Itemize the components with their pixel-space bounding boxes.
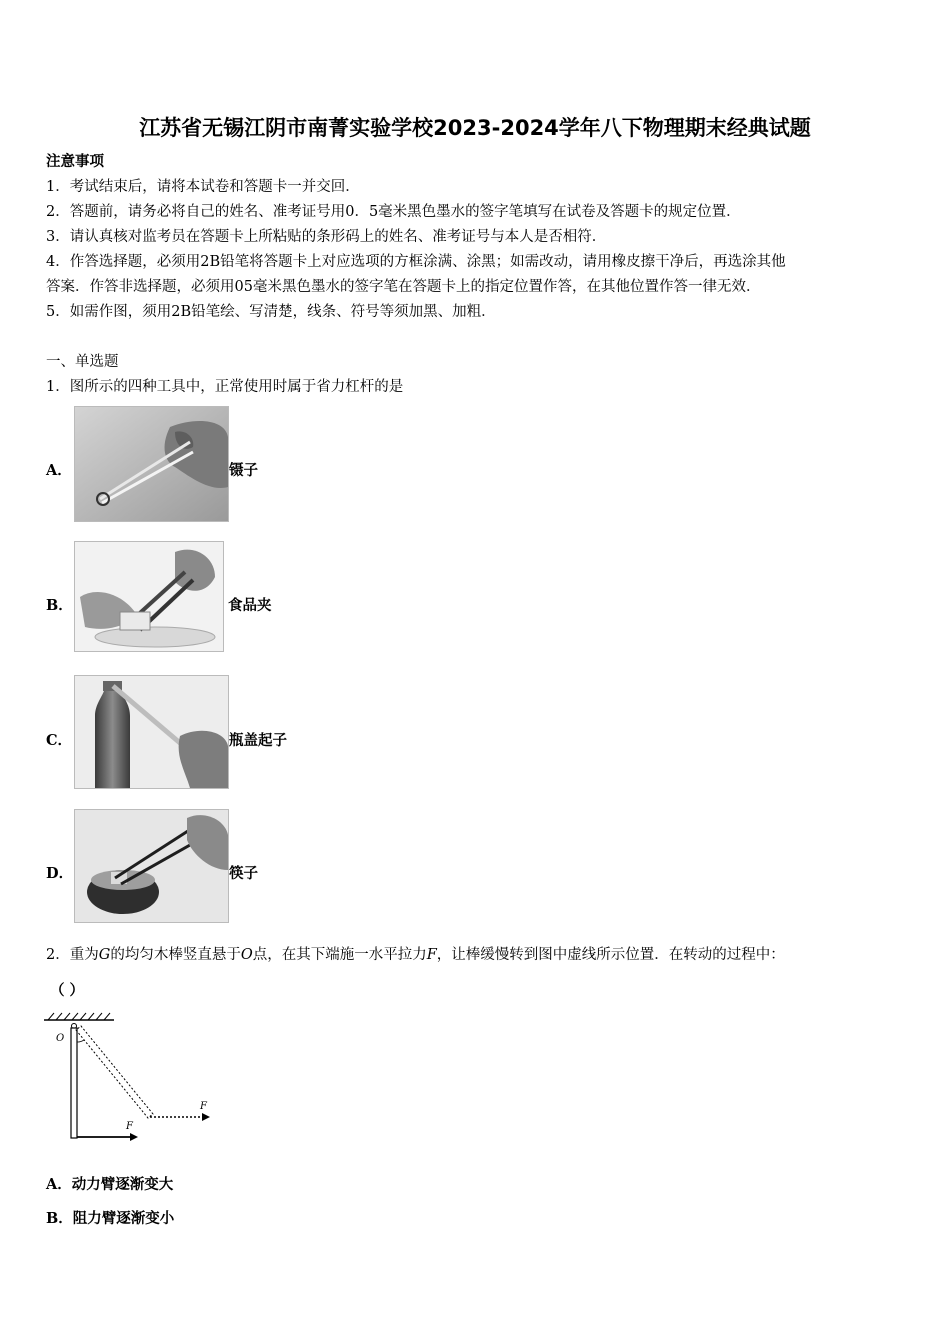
angle-arc bbox=[77, 1040, 84, 1042]
q2-var-f: F bbox=[426, 947, 437, 963]
notice-heading: 注意事项 bbox=[46, 153, 104, 170]
question-1-stem: 1．图所示的四种工具中，正常使用时属于省力杠杆的是 bbox=[46, 379, 404, 395]
question-2-stem bbox=[46, 946, 785, 964]
q2-option-b-text: 阻力臂逐渐变小 bbox=[72, 1210, 175, 1227]
pivot-label: O bbox=[56, 1033, 65, 1044]
dashed-force-arrow bbox=[202, 1113, 210, 1121]
ceiling-hatch bbox=[48, 1013, 110, 1020]
option-d-label: D． bbox=[46, 865, 74, 882]
food-clip-photo bbox=[74, 541, 224, 652]
bottle-opener-photo bbox=[74, 675, 229, 789]
q2-option-b-label: B． bbox=[46, 1210, 73, 1227]
notice-item: 1．考试结束后，请将本试卷和答题卡一并交回． bbox=[46, 179, 360, 195]
option-a-text: 镊子 bbox=[229, 462, 258, 479]
dashed-force-label: F bbox=[200, 1101, 207, 1112]
notice-item: 5．如需作图，须用2B铅笔绘、写清楚，线条、符号等须加黑、加粗． bbox=[46, 304, 496, 320]
option-b-text: 食品夹 bbox=[228, 597, 272, 614]
lever-diagram bbox=[42, 1008, 217, 1143]
solid-force-arrow bbox=[130, 1133, 138, 1141]
q2-option-a-text: 动力臂逐渐变大 bbox=[71, 1176, 174, 1193]
option-c-label: C． bbox=[46, 732, 73, 749]
option-b-label: B． bbox=[46, 597, 73, 614]
section-heading: 一、单选题 bbox=[46, 354, 119, 370]
option-a-label: A． bbox=[46, 462, 72, 479]
q2-stem-part: 点，在其下端施一水平拉力 bbox=[252, 947, 427, 963]
notice-item: 2．答题前，请务必将自己的姓名、准考证号用0．5毫米黑色墨水的签字笔填写在试卷及答题卡的规定位置． bbox=[46, 204, 741, 220]
dashed-rod bbox=[76, 1026, 153, 1118]
notice-item: 4．作答选择题，必须用2B铅笔将答题卡上对应选项的方框涂满、涂黑；如需改动，请用橡皮擦干净后，再选涂其他 bbox=[46, 254, 786, 270]
tweezers-photo bbox=[74, 406, 229, 522]
vertical-rod bbox=[71, 1028, 77, 1138]
option-d-text: 筷子 bbox=[229, 865, 258, 882]
q2-stem-part: 的均匀木棒竖直悬于 bbox=[110, 947, 241, 963]
option-c-text: 瓶盖起子 bbox=[229, 732, 287, 749]
answer-bracket: （ ） bbox=[50, 982, 85, 999]
solid-force-label: F bbox=[126, 1121, 133, 1132]
notice-item: 答案．作答非选择题，必须用05毫米黑色墨水的签字笔在答题卡上的指定位置作答，在其他位置作答一律无效． bbox=[46, 279, 761, 295]
q2-var-g: G bbox=[98, 947, 111, 963]
q2-stem-part: 2．重为 bbox=[46, 947, 99, 963]
q2-option-a bbox=[46, 1176, 173, 1194]
chopsticks-photo bbox=[74, 809, 229, 923]
q2-var-o: O bbox=[240, 947, 253, 963]
notice-item: 3．请认真核对监考员在答题卡上所粘贴的条形码上的姓名、准考证号与本人是否相符． bbox=[46, 229, 607, 245]
q2-stem-part: ，让棒缓慢转到图中虚线所示位置．在转动的过程中： bbox=[436, 947, 785, 963]
q2-option-b bbox=[46, 1210, 174, 1228]
q2-option-a-label: A． bbox=[46, 1176, 72, 1193]
page-title: 江苏省无锡江阴市南菁实验学校2023-2024学年八下物理期末经典试题 bbox=[139, 116, 811, 140]
